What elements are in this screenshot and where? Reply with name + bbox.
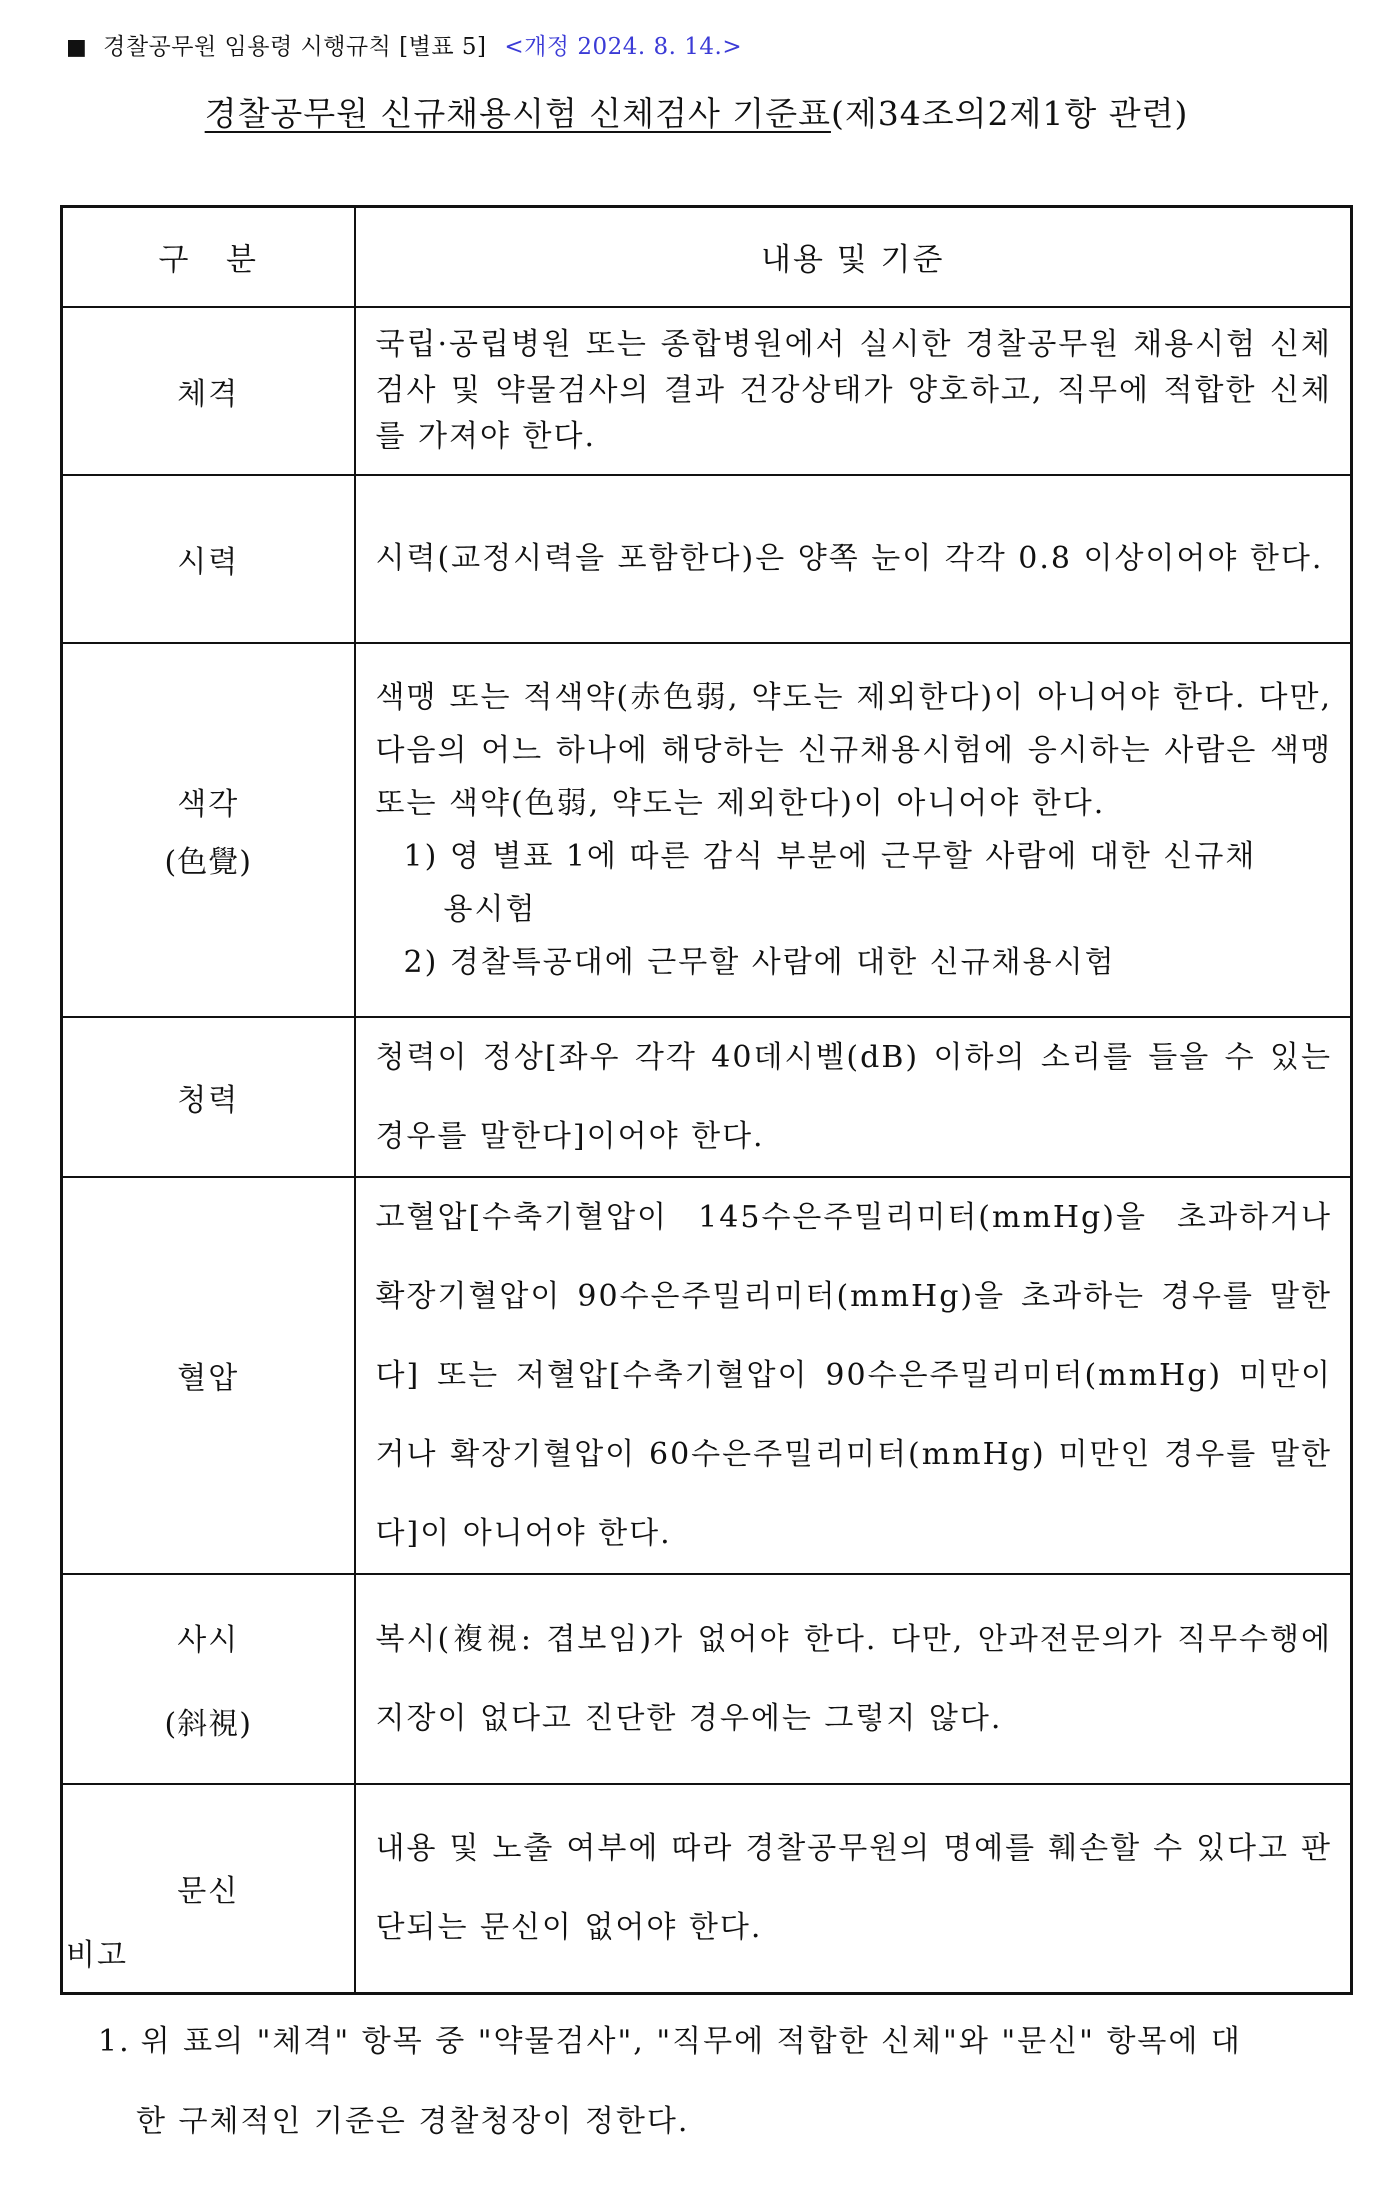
row-content-strabismus: 복시(複視: 겹보임)가 없어야 한다. 다만, 안과전문의가 직무수행에 지장이 없다고 진단한 경우에는 그렇지 않다.	[355, 1574, 1352, 1784]
row-content-physique: 국립·공립병원 또는 종합병원에서 실시한 경찰공무원 채용시험 신체검사 및 약물검사의 결과 건강상태가 양호하고, 직무에 적합한 신체를 가져야 한다.	[355, 307, 1352, 475]
remark-item-1-number: 1.	[98, 2024, 131, 2059]
table-row-tattoo	[62, 1784, 1352, 1994]
title-main: 경찰공무원 신규채용시험 신체검사 기준표	[204, 94, 831, 133]
color-vision-item-1-line2: 용시험	[443, 891, 537, 927]
header-category: 구 분	[62, 207, 355, 307]
row-label-tattoo: 문신	[62, 1784, 355, 1994]
table-row-physique	[62, 307, 1352, 475]
color-vision-item-2: 2) 경찰특공대에 근무할 사람에 대한 신규채용시험	[403, 944, 1116, 980]
amendment-date: <개정 2024. 8. 14.>	[504, 34, 743, 60]
regulation-reference: 경찰공무원 임용령 시행규칙 [별표 5]	[103, 34, 487, 60]
row-label-physique: 체격	[62, 307, 355, 475]
remark-item-1-line2: 한 구체적인 기준은 경찰청장이 정한다.	[136, 2104, 690, 2139]
title-suffix: (제34조의2제1항 관련)	[830, 94, 1189, 133]
row-label-blood-pressure: 혈압	[62, 1177, 355, 1574]
table-row-strabismus	[62, 1574, 1352, 1784]
document-title	[0, 88, 1393, 135]
remark-item-1	[98, 2002, 1348, 2162]
color-vision-label-sub: (色覺)	[164, 844, 252, 880]
row-label-hearing: 청력	[62, 1017, 355, 1177]
remark-item-1-line1: 위 표의 "체격" 항목 중 "약물검사", "직무에 적합한 신체"와 "문신" 항목에 대	[140, 2024, 1242, 2059]
row-content-hearing: 청력이 정상[좌우 각각 40데시벨(dB) 이하의 소리를 들을 수 있는 경우를 말한다]이어야 한다.	[355, 1017, 1352, 1177]
physical-exam-standard-table	[60, 205, 1353, 1995]
row-content-blood-pressure: 고혈압[수축기혈압이 145수은주밀리미터(mmHg)을 초과하거나 확장기혈압이 90수은주밀리미터(mmHg)을 초과하는 경우를 말한다] 또는 저혈압[수축기혈압이 90수은주밀리미터(mmHg) 미만이거나 확장기혈압이 60수은주밀리미터(mmHg) 미만인 경우를 말한다]이 아니어야 한다.	[355, 1177, 1352, 1574]
row-content-tattoo: 내용 및 노출 여부에 따라 경찰공무원의 명예를 훼손할 수 있다고 판단되는 문신이 없어야 한다.	[355, 1784, 1352, 1994]
row-content-vision: 시력(교정시력을 포함한다)은 양쪽 눈이 각각 0.8 이상이어야 한다.	[355, 475, 1352, 643]
row-label-strabismus	[62, 1574, 355, 1784]
row-label-vision: 시력	[62, 475, 355, 643]
strabismus-label: 사시	[177, 1622, 240, 1658]
table-row-color-vision	[62, 643, 1352, 1017]
color-vision-item-1-line1: 1) 영 별표 1에 따른 감식 부분에 근무할 사람에 대한 신규채	[403, 838, 1257, 874]
row-label-color-vision	[62, 643, 355, 1017]
color-vision-text: 색맹 또는 적색약(赤色弱, 약도는 제외한다)이 아니어야 한다. 다만, 다음의 어느 하나에 해당하는 신규채용시험에 응시하는 사람은 색맹 또는 색약(色弱, 약도는 제외한다)이 아니어야 한다.	[375, 679, 1332, 821]
table-row-blood-pressure	[62, 1177, 1352, 1574]
table-row-vision	[62, 475, 1352, 643]
table-row-hearing	[62, 1017, 1352, 1177]
table-header-row	[62, 207, 1352, 307]
color-vision-item-1	[376, 830, 1333, 936]
square-marker-icon: ■	[66, 35, 88, 60]
strabismus-label-sub: (斜視)	[164, 1706, 252, 1742]
color-vision-label: 색각	[177, 786, 240, 822]
row-content-color-vision	[355, 643, 1352, 1017]
regulation-header	[66, 28, 742, 61]
remarks-title: 비고	[66, 1938, 128, 1973]
header-content: 내용 및 기준	[355, 207, 1352, 307]
